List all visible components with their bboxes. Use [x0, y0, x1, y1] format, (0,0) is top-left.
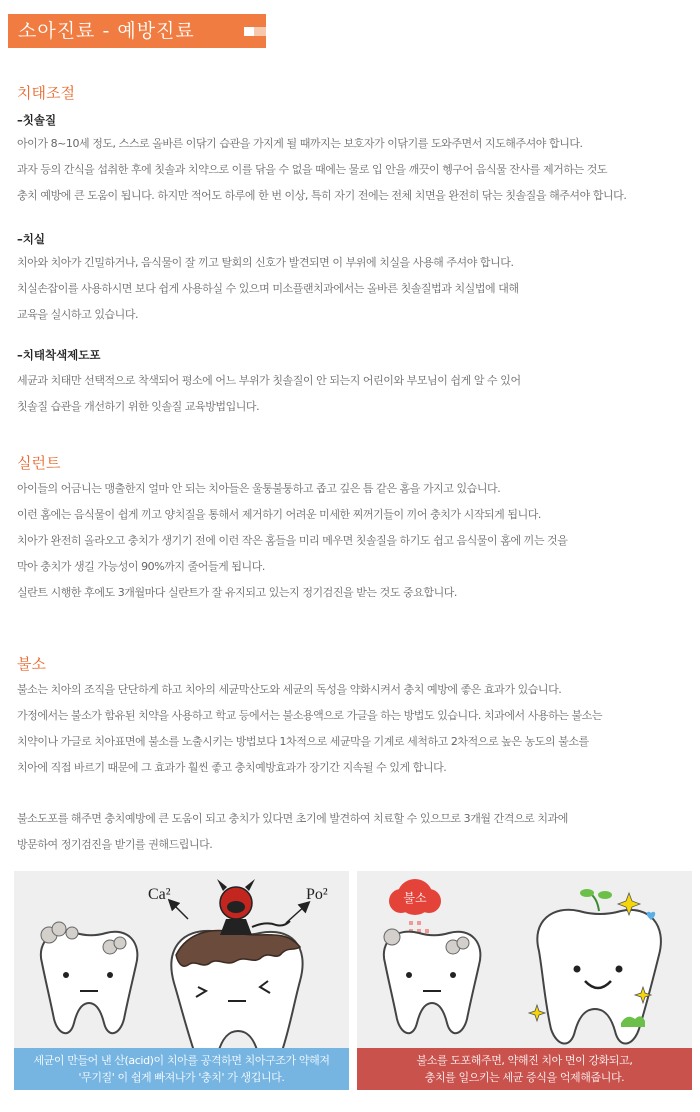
subheading-disclosing: –치태착색제도포	[17, 348, 101, 362]
subheading-brushing: –칫솔질	[17, 113, 57, 127]
text-line: 방문하여 정기검진을 받기를 권해드립니다.	[17, 838, 213, 851]
bubble-label: 불소	[403, 891, 427, 905]
text-line: 치아와 치아가 긴밀하거나, 음식물이 잘 끼고 탈회의 신호가 발견되면 이 부위에 치실을 사용해 주셔야 합니다.	[17, 256, 514, 269]
happy-tooth-icon	[537, 889, 661, 1044]
caption-line: '무기질' 이 쉽게 빠져나가 '충치' 가 생깁니다.	[78, 1071, 285, 1084]
text-line: 치아에 직접 바르기 때문에 그 효과가 훨씬 좋고 충치예방효과가 장기간 지속될 수 있게 합니다.	[17, 761, 447, 774]
text-line: 교육을 실시하고 있습니다.	[17, 308, 139, 321]
small-tooth-icon	[384, 929, 481, 1033]
text-line: 세균과 치태만 선택적으로 착색되어 평소에 어느 부위가 칫솔질이 안 되는지 어린이와 부모님이 쉽게 알 수 있어	[17, 374, 521, 387]
text-line: 불소도포를 해주면 충치예방에 큰 도움이 되고 충치가 있다면 초기에 발견하여 치료할 수 있으므로 3개월 간격으로 치과에	[17, 812, 568, 825]
section-heading-plaque-control: 치태조절	[17, 84, 75, 102]
text-line: 아이가 8~10세 정도, 스스로 올바른 이닦기 습관을 가지게 될 때까지는 보호자가 이닦기를 도와주면서 지도해주셔야 합니다.	[17, 137, 583, 150]
caption-line: 세균이 만들어 낸 산(acid)이 치아를 공격하면 치아구조가 약해져	[33, 1054, 330, 1067]
text-line: 치아가 완전히 올라오고 충치가 생기기 전에 이런 작은 홈들을 미리 메우면 칫솔질을 하기도 쉽고 음식물이 홈에 끼는 것을	[17, 534, 568, 547]
sparkle-icon	[529, 1005, 545, 1021]
paragraph-disclosing	[17, 368, 521, 420]
page-title-bar	[8, 14, 266, 48]
text-line: 불소는 치아의 조직을 단단하게 하고 치아의 세균막산도와 세균의 독성을 약화시켜서 충치 예방에 좋은 효과가 있습니다.	[17, 683, 562, 696]
caption-line: 충치를 일으키는 세균 증식을 억제해줍니다.	[424, 1071, 625, 1084]
text-line: 칫솔질 습관을 개선하기 위한 잇솔질 교육방법입니다.	[17, 400, 260, 413]
text-line: 치약이나 가글로 치아표면에 불소를 노출시키는 방법보다 1차적으로 세균막을 기계로 세척하고 2차적으로 높은 농도의 불소를	[17, 735, 589, 748]
paragraph-fluoride	[17, 677, 602, 781]
section-heading-sealant: 실런트	[17, 454, 61, 472]
subheading-floss: –치실	[17, 232, 45, 246]
text-line: 가정에서는 불소가 함유된 치약을 사용하고 학교 등에서는 불소용액으로 가글을 하는 방법도 있습니다. 치과에서 사용하는 불소는	[17, 709, 603, 722]
page-title: 소아진료 - 예방진료	[18, 20, 195, 42]
text-line: 실란트 시행한 후에도 3개월마다 실란트가 잘 유지되고 있는지 정기검진을 받는 것도 중요합니다.	[17, 586, 457, 599]
text-line: 아이들의 어금니는 맹출한지 얼마 안 되는 치아들은 울퉁불퉁하고 좁고 깊은 틈 같은 홈을 가지고 있습니다.	[17, 482, 501, 495]
text-line: 충치 예방에 큰 도움이 됩니다. 하지만 적어도 하루에 한 번 이상, 특히 자기 전에는 전체 치면을 완전히 닦는 칫솔질을 해주셔야 합니다.	[17, 189, 627, 202]
paragraph-sealant	[17, 476, 567, 606]
paragraph-floss	[17, 250, 519, 328]
text-line: 과자 등의 간식을 섭취한 후에 칫솔과 치약으로 이를 닦을 수 없을 때에는 물로 입 안을 깨끗이 헹구어 음식물 잔사를 제거하는 것도	[17, 163, 608, 176]
paragraph-fluoride-advice	[17, 806, 568, 858]
paragraph-brushing	[17, 131, 626, 209]
caption-fluoride	[357, 1048, 692, 1090]
caption-line: 불소를 도포해주면, 약해진 치아 면이 강화되고,	[416, 1054, 633, 1067]
germ-devil-icon	[217, 879, 290, 935]
calcium-label: Ca²	[148, 886, 171, 903]
text-line: 이런 홈에는 음식물이 쉽게 끼고 양치질을 통해서 제거하기 어려운 미세한 찌꺼기들이 끼어 충치가 시작되게 됩니다.	[17, 508, 541, 521]
caption-decay	[14, 1048, 349, 1090]
illustration-panel-fluoride	[357, 871, 692, 1090]
small-tooth-icon	[41, 922, 138, 1033]
phosphate-label: Po²	[306, 886, 328, 903]
text-line: 막아 충치가 생길 가능성이 90%까지 줄어들게 됩니다.	[17, 560, 265, 573]
text-line: 치실손잡이를 사용하시면 보다 쉽게 사용하실 수 있으며 미소플랜치과에서는 올바른 칫솔질법과 치실법에 대해	[17, 282, 519, 295]
title-decoration	[244, 27, 266, 36]
section-heading-fluoride: 불소	[17, 655, 46, 673]
illustration-panel-decay	[14, 871, 349, 1090]
decayed-tooth-icon	[171, 931, 302, 1066]
